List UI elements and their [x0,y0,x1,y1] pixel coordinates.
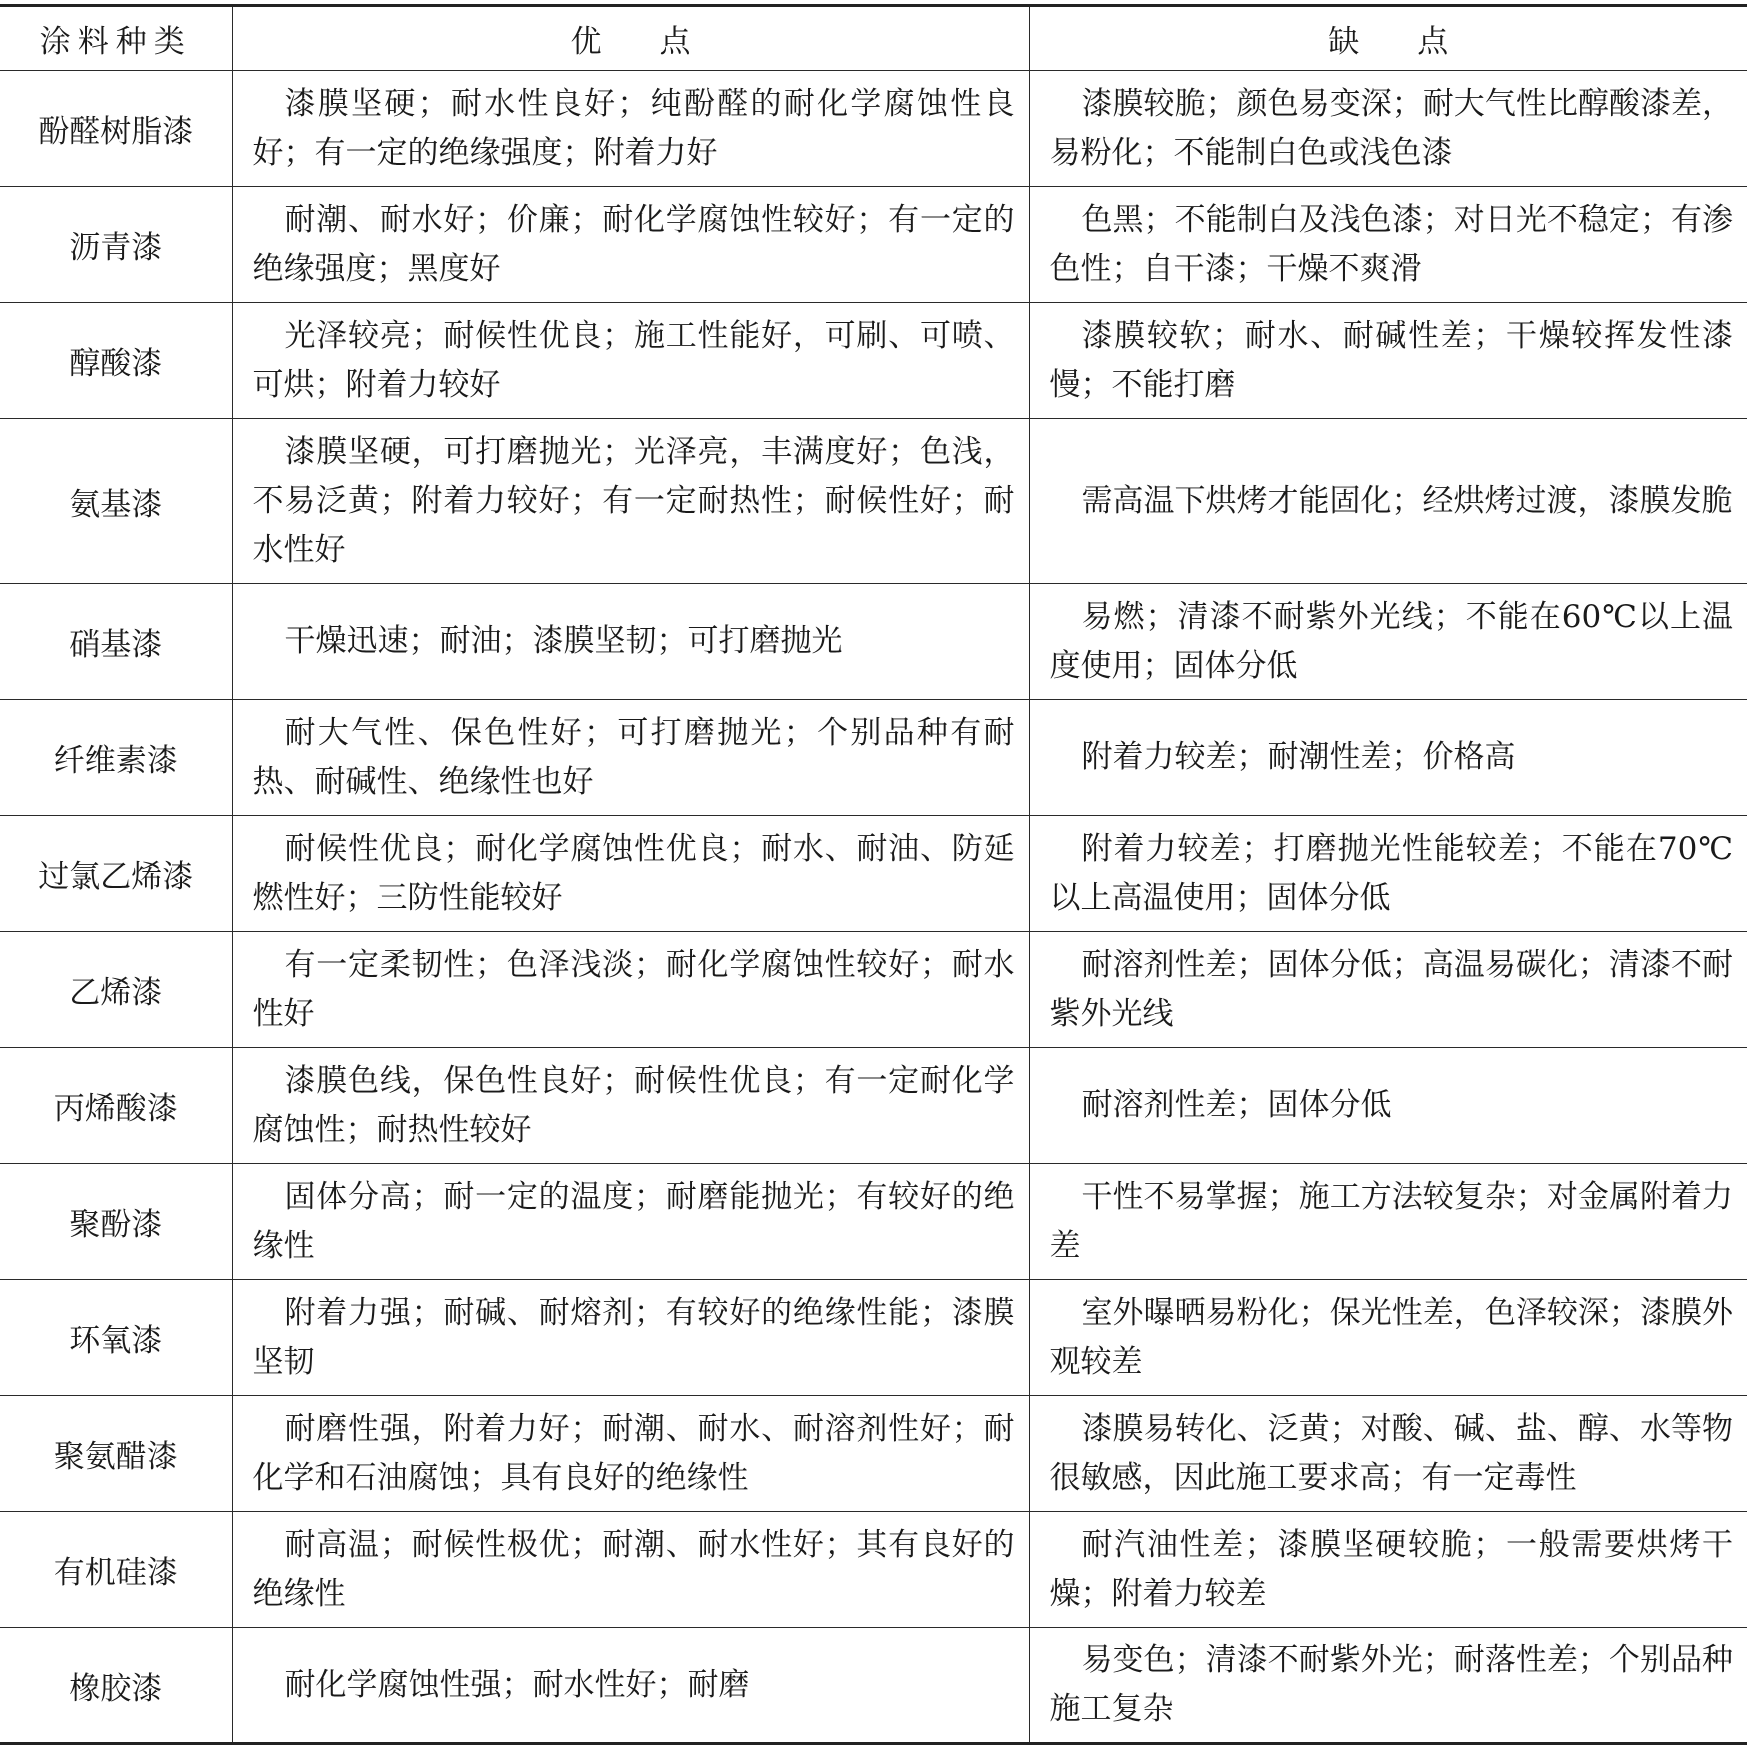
table-row [0,1396,1747,1512]
paint-type-cell: 丙烯酸漆 [0,1048,232,1164]
table-row [0,1280,1747,1396]
table-header-row [0,6,1747,71]
advantages-cell: 耐磨性强，附着力好；耐潮、耐水、耐溶剂性好；耐化学和石油腐蚀；具有良好的绝缘性 [232,1396,1029,1512]
advantages-cell: 耐大气性、保色性好；可打磨抛光；个别品种有耐热、耐碱性、绝缘性也好 [232,700,1029,816]
paint-type-cell: 有机硅漆 [0,1512,232,1628]
paint-type-cell: 聚酚漆 [0,1164,232,1280]
disadvantages-cell: 耐溶剂性差；固体分低；高温易碳化；清漆不耐紫外光线 [1029,932,1747,1048]
paint-type-cell: 硝基漆 [0,584,232,700]
disadvantages-cell: 色黑；不能制白及浅色漆；对日光不稳定；有渗色性；自干漆；干燥不爽滑 [1029,187,1747,303]
disadvantages-cell: 附着力较差；打磨抛光性能较差；不能在70℃以上高温使用；固体分低 [1029,816,1747,932]
paint-type-cell: 过氯乙烯漆 [0,816,232,932]
disadvantages-cell: 易变色；清漆不耐紫外光；耐落性差；个别品种施工复杂 [1029,1628,1747,1744]
table-row [0,1048,1747,1164]
table-row [0,816,1747,932]
paint-type-cell: 氨基漆 [0,419,232,584]
paint-type-cell: 橡胶漆 [0,1628,232,1744]
table-row [0,584,1747,700]
advantages-cell: 耐化学腐蚀性强；耐水性好；耐磨 [232,1628,1029,1744]
paint-comparison-table [0,4,1747,1745]
advantages-cell: 漆膜坚硬，可打磨抛光；光泽亮，丰满度好；色浅，不易泛黄；附着力较好；有一定耐热性；耐候性好；耐水性好 [232,419,1029,584]
header-paint-type: 涂料种类 [0,6,232,71]
advantages-cell: 干燥迅速；耐油；漆膜坚韧；可打磨抛光 [232,584,1029,700]
table-row [0,419,1747,584]
paint-type-cell: 沥青漆 [0,187,232,303]
disadvantages-cell: 易燃；清漆不耐紫外光线；不能在60℃以上温度使用；固体分低 [1029,584,1747,700]
disadvantages-cell: 耐溶剂性差；固体分低 [1029,1048,1747,1164]
table-row [0,71,1747,187]
paint-type-cell: 乙烯漆 [0,932,232,1048]
advantages-cell: 漆膜色线，保色性良好；耐候性优良；有一定耐化学腐蚀性；耐热性较好 [232,1048,1029,1164]
advantages-cell: 耐候性优良；耐化学腐蚀性优良；耐水、耐油、防延燃性好；三防性能较好 [232,816,1029,932]
paint-type-cell: 环氧漆 [0,1280,232,1396]
disadvantages-cell: 需高温下烘烤才能固化；经烘烤过渡，漆膜发脆 [1029,419,1747,584]
paint-type-cell: 醇酸漆 [0,303,232,419]
disadvantages-cell: 耐汽油性差；漆膜坚硬较脆；一般需要烘烤干燥；附着力较差 [1029,1512,1747,1628]
paint-type-cell: 聚氨醋漆 [0,1396,232,1512]
advantages-cell: 耐高温；耐候性极优；耐潮、耐水性好；其有良好的绝缘性 [232,1512,1029,1628]
advantages-cell: 漆膜坚硬；耐水性良好；纯酚醛的耐化学腐蚀性良好；有一定的绝缘强度；附着力好 [232,71,1029,187]
advantages-cell: 光泽较亮；耐候性优良；施工性能好，可刷、可喷、可烘；附着力较好 [232,303,1029,419]
table-row [0,1164,1747,1280]
disadvantages-cell: 漆膜较软；耐水、耐碱性差；干燥较挥发性漆慢；不能打磨 [1029,303,1747,419]
table-row [0,1512,1747,1628]
table-row [0,1628,1747,1744]
header-disadvantages: 缺点 [1029,6,1747,71]
disadvantages-cell: 附着力较差；耐潮性差；价格高 [1029,700,1747,816]
disadvantages-cell: 室外曝晒易粉化；保光性差，色泽较深；漆膜外观较差 [1029,1280,1747,1396]
paint-type-cell: 酚醛树脂漆 [0,71,232,187]
advantages-cell: 耐潮、耐水好；价廉；耐化学腐蚀性较好；有一定的绝缘强度；黑度好 [232,187,1029,303]
table-row [0,932,1747,1048]
paint-type-cell: 纤维素漆 [0,700,232,816]
advantages-cell: 有一定柔韧性；色泽浅淡；耐化学腐蚀性较好；耐水性好 [232,932,1029,1048]
table-row [0,187,1747,303]
disadvantages-cell: 干性不易掌握；施工方法较复杂；对金属附着力差 [1029,1164,1747,1280]
table-row [0,700,1747,816]
header-advantages: 优点 [232,6,1029,71]
advantages-cell: 固体分高；耐一定的温度；耐磨能抛光；有较好的绝缘性 [232,1164,1029,1280]
disadvantages-cell: 漆膜较脆；颜色易变深；耐大气性比醇酸漆差，易粉化；不能制白色或浅色漆 [1029,71,1747,187]
disadvantages-cell: 漆膜易转化、泛黄；对酸、碱、盐、醇、水等物很敏感，因此施工要求高；有一定毒性 [1029,1396,1747,1512]
table-row [0,303,1747,419]
advantages-cell: 附着力强；耐碱、耐熔剂；有较好的绝缘性能；漆膜坚韧 [232,1280,1029,1396]
